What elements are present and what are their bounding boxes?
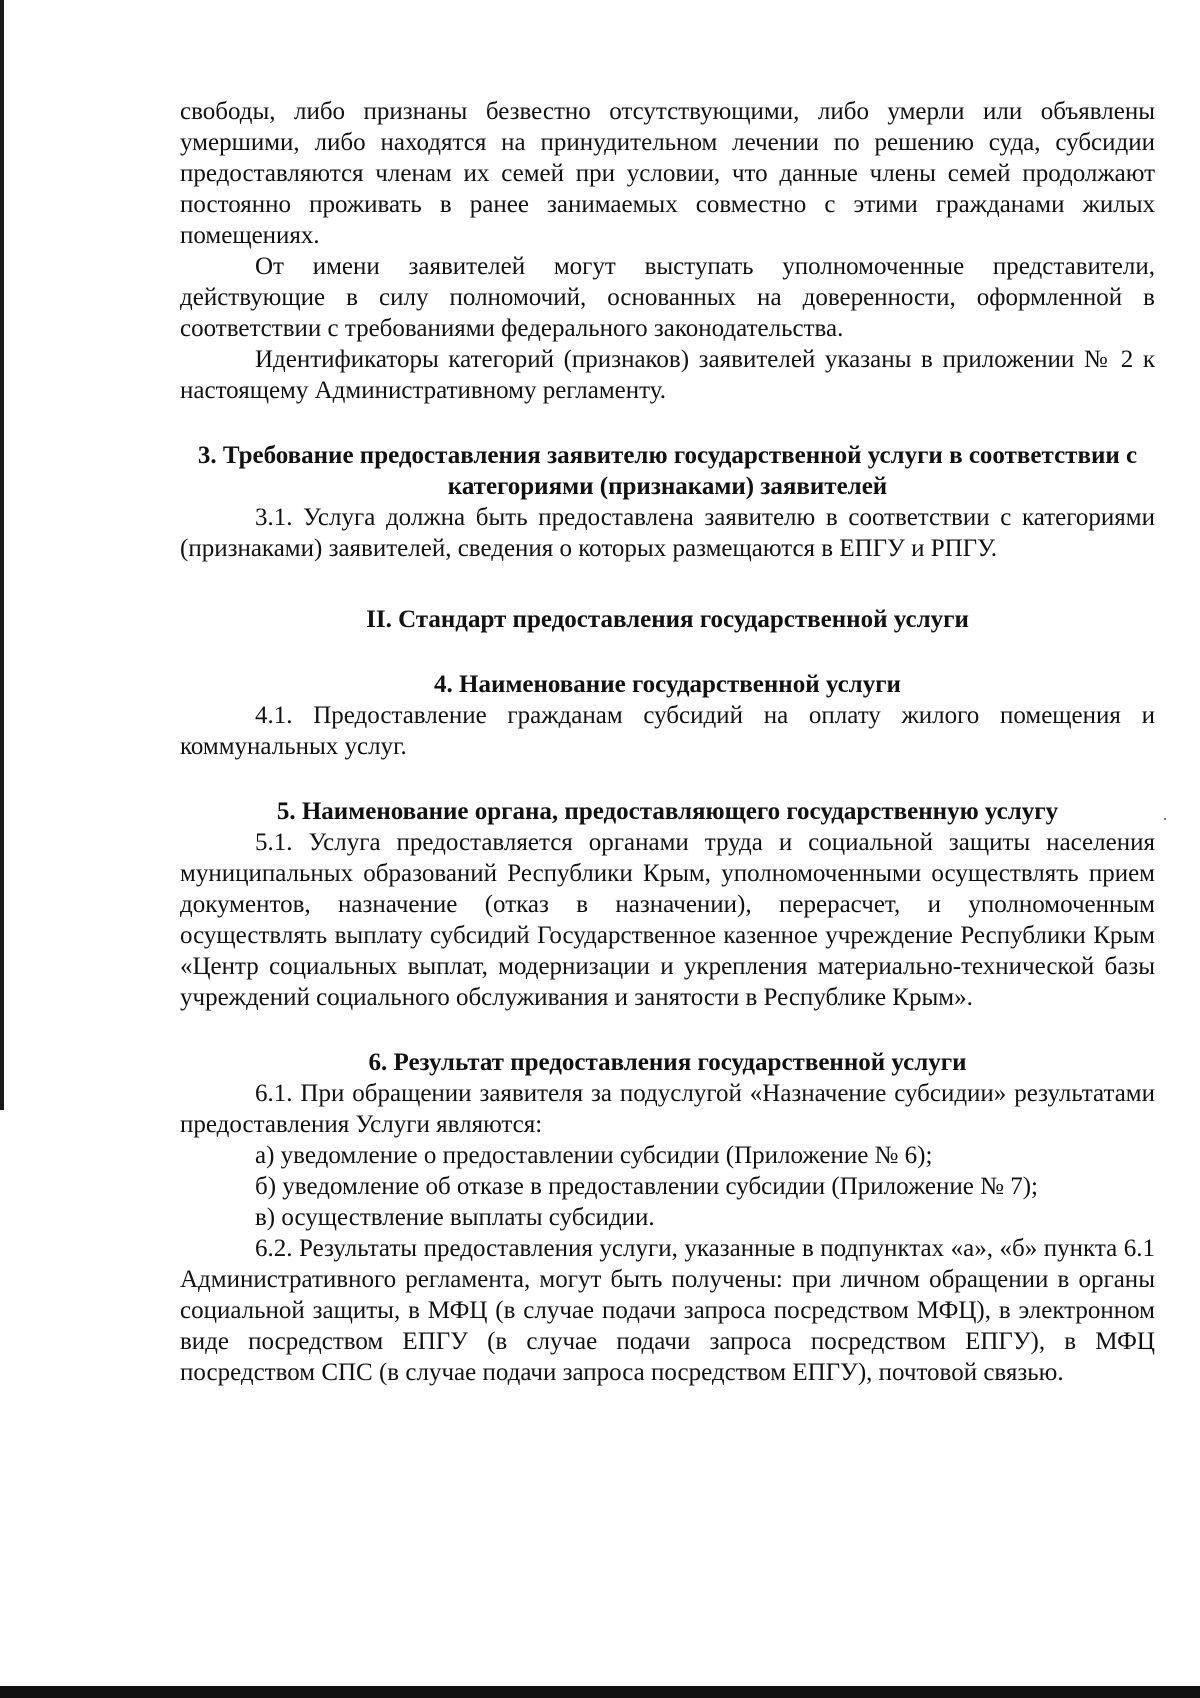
section-5-heading: 5. Наименование органа, предоставляющего государственную услугу: [276, 798, 1059, 825]
section-4-heading: 4. Наименование государственной услуги: [434, 671, 901, 698]
result-item-b: б) уведомление об отказе в предоставлении субсидии (Приложение № 7);: [255, 1173, 1038, 1200]
section-5-paragraph-1: 5.1. Услуга предоставляется органами труда и социальной защиты населения муниципальных образований Республики Крым, уполномоченными осуществлять прием документов, назначение (отказ в назначении), перерасчет, и уполномоченным осуществлять выплату субсидий Государственное казенное учреждение Республики Крым «Центр социальных выплат, модернизации и укрепления материально-технической базы учреждений социального обслуживания и занятости в Республике Крым».: [180, 829, 1155, 1011]
paragraph-representatives: От имени заявителей могут выступать уполномоченные представители, действующие в силу полномочий, основанных на доверенности, оформленной в соответствии с требованиями федерального законодательства.: [180, 253, 1155, 342]
part-2-heading: II. Стандарт предоставления государственной услуги: [366, 606, 969, 633]
section-6-heading: 6. Результат предоставления государственной услуги: [368, 1049, 967, 1076]
result-item-a: а) уведомление о предоставлении субсидии (Приложение № 6);: [255, 1142, 933, 1169]
section-3-paragraph-1: 3.1. Услуга должна быть предоставлена заявителю в соответствии с категориями (признаками) заявителей, сведения о которых размещаются в ЕПГУ и РПГУ.: [180, 504, 1155, 562]
section-6-paragraph-2: 6.2. Результаты предоставления услуги, указанные в подпунктах «а», «б» пункта 6.1 Административного регламента, могут быть получены: при личном обращении в органы социальной защиты, в МФЦ (в случае подачи запроса посредством МФЦ), в электронном виде посредством ЕПГУ (в случае подачи запроса посредством ЕПГУ), в МФЦ посредством СПС (в случае подачи запроса посредством ЕПГУ), почтовой связью.: [180, 1235, 1155, 1386]
scan-speck: [1164, 818, 1166, 820]
scan-edge-bottom: [0, 1686, 1200, 1698]
result-item-c: в) осуществление выплаты субсидии.: [255, 1204, 655, 1231]
section-4-paragraph-1: 4.1. Предоставление гражданам субсидий на оплату жилого помещения и коммунальных услуг.: [180, 702, 1155, 760]
paragraph-identifiers: Идентификаторы категорий (признаков) заявителей указаны в приложении № 2 к настоящему Административному регламенту.: [180, 346, 1155, 404]
document-page: [180, 96, 1155, 1388]
section-6-paragraph-1: 6.1. При обращении заявителя за подуслугой «Назначение субсидии» результатами предоставления Услуги являются:: [180, 1080, 1155, 1138]
scan-edge-left: [0, 0, 4, 1110]
paragraph-intro-continuation: свободы, либо признаны безвестно отсутствующими, либо умерли или объявлены умершими, либо находятся на принудительном лечении по решению суда, субсидии предоставляются членам их семей при условии, что данные члены семей продолжают постоянно проживать в ранее занимаемых совместно с этими гражданами жилых помещениях.: [180, 98, 1155, 249]
section-3-heading: 3. Требование предоставления заявителю государственной услуги в соответствии с категориями (признаками) заявителей: [197, 442, 1138, 500]
